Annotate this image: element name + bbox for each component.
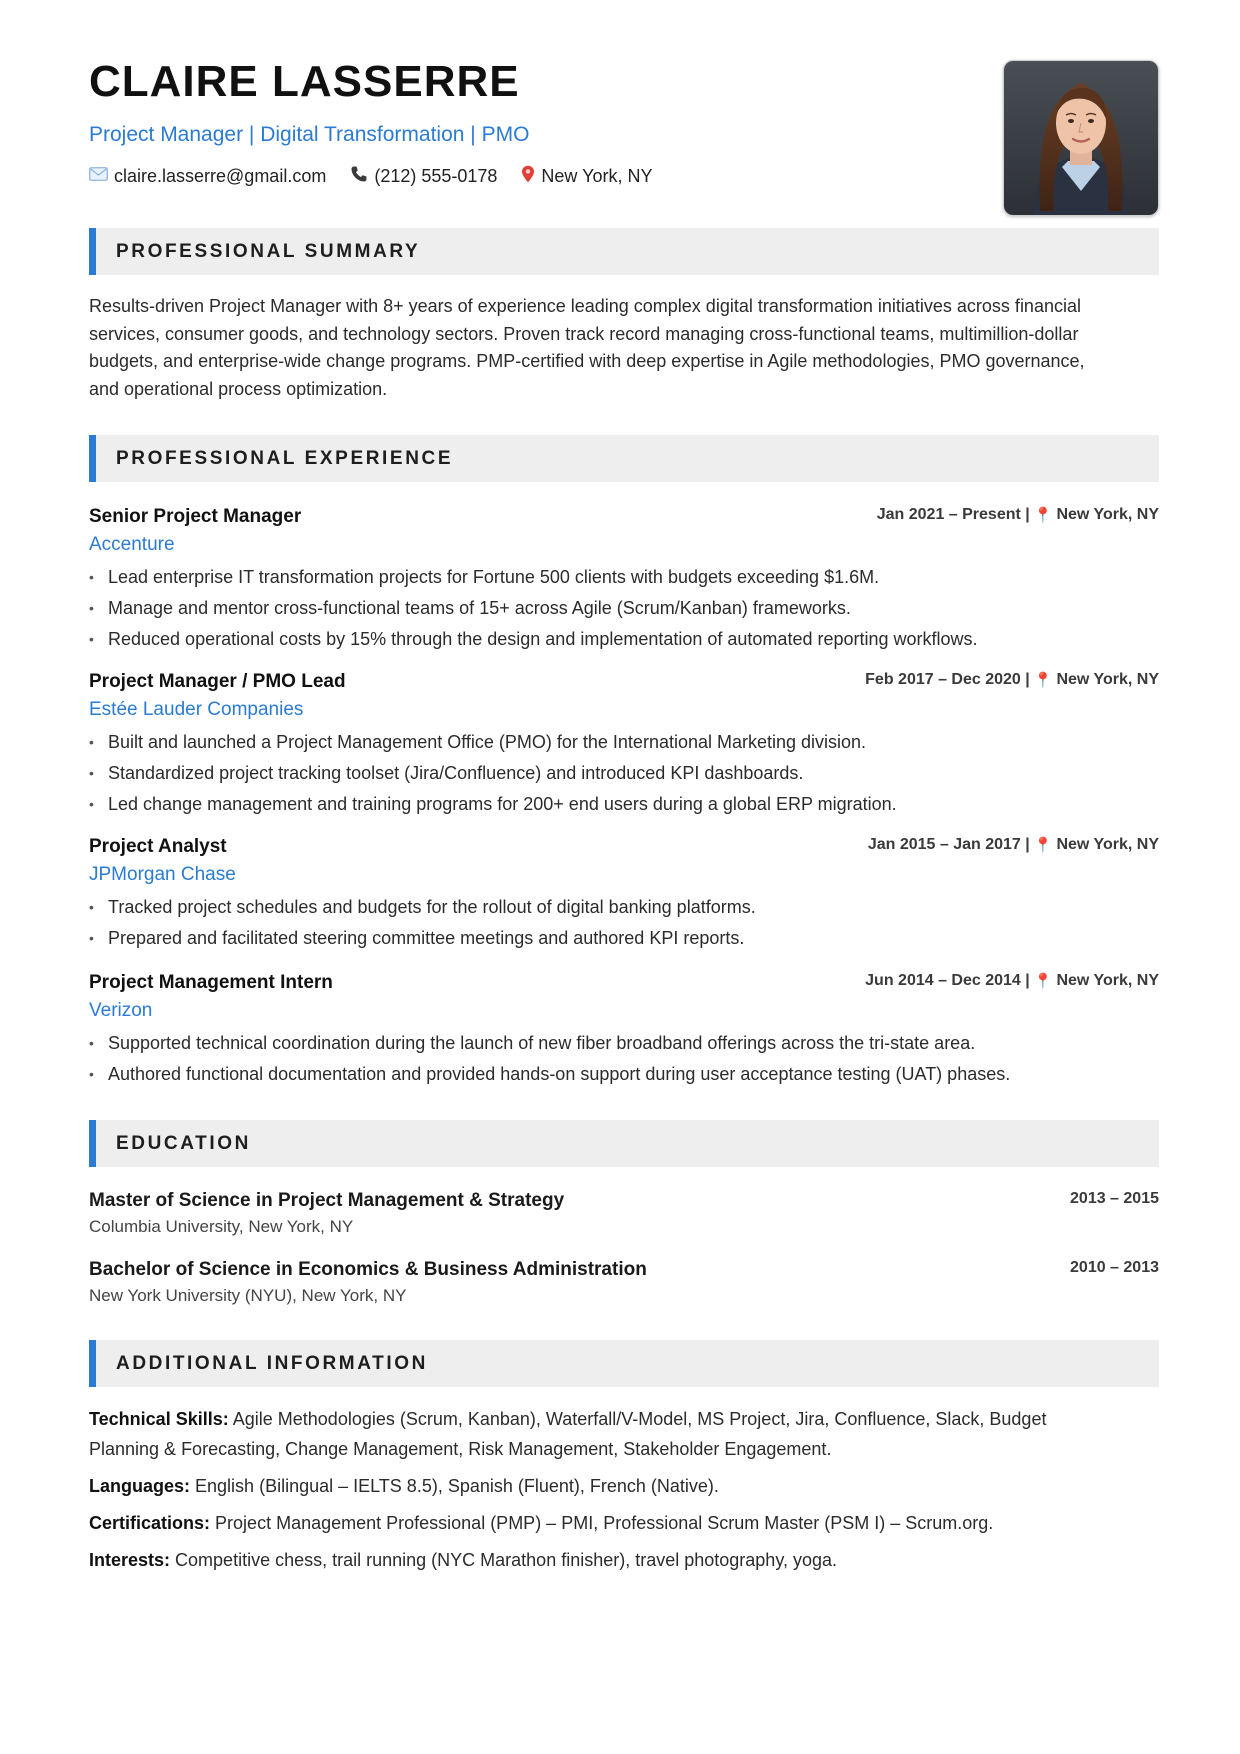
profile-photo [1003,60,1159,216]
section-heading [89,1340,1159,1387]
additional-section [89,1340,1159,1575]
job-dates: Jun 2014 – Dec 2014 | [865,972,1030,989]
job-entry [89,672,1159,820]
education-entry [89,1260,1159,1304]
list-item: • Manage and mentor cross-functional teams of 15+ across Agile (Scrum/Kanban) frameworks. [89,593,1159,624]
job-location: New York, NY [1056,671,1159,688]
list-item: • Supported technical coordination during the launch of new fiber broadband offerings across the tri-state area. [89,1028,1159,1059]
location-text: New York, NY [541,165,653,186]
job-company: Verizon [89,1000,153,1021]
section-heading [89,228,1159,275]
job-company: Accenture [89,534,175,555]
school-name: Columbia University, New York, NY [89,1217,354,1236]
job-dates: Jan 2015 – Jan 2017 | [867,836,1030,853]
job-meta [865,973,1159,989]
location-pin-icon: 📍 [1033,836,1053,854]
job-dates: Feb 2017 – Dec 2020 | [865,671,1030,688]
job-bullets [89,562,1159,655]
info-label: Interests: [89,1550,171,1570]
job-entry [89,973,1159,1090]
info-technical-skills [89,1404,1119,1464]
list-item: • Built and launched a Project Management Office (PMO) for the International Marketing division. [89,727,1159,758]
candidate-name: CLAIRE LASSERRE [89,57,520,106]
location-pin-icon: 📍 [1033,506,1053,524]
list-item: • Standardized project tracking toolset (Jira/Confluence) and introduced KPI dashboards. [89,758,1159,789]
school-name: New York University (NYU), New York, NY [89,1286,407,1305]
job-title: Project Analyst [89,836,227,857]
contact-bar [89,165,1159,186]
job-company: Estée Lauder Companies [89,699,304,720]
job-location: New York, NY [1056,506,1159,523]
email-text: claire.lasserre@gmail.com [114,165,327,186]
location-pin-icon: 📍 [1033,671,1053,689]
info-certifications [89,1508,1119,1538]
info-text: Competitive chess, trail running (NYC Marathon finisher), travel photography, yoga. [175,1550,838,1570]
info-label: Languages: [89,1476,191,1496]
mail-icon [89,167,108,184]
phone-text: (212) 555-0178 [374,165,498,186]
education-years: 2010 – 2013 [1070,1259,1159,1276]
headline: Project Manager | Digital Transformation | PMO [89,123,530,146]
info-languages [89,1471,1119,1501]
section-title: ADDITIONAL INFORMATION [116,1352,428,1374]
job-dates: Jan 2021 – Present | [876,506,1030,523]
job-company: JPMorgan Chase [89,864,236,885]
list-item: • Prepared and facilitated steering committee meetings and authored KPI reports. [89,923,1159,954]
education-section [89,1120,1159,1304]
job-title: Senior Project Manager [89,506,302,527]
list-item: • Reduced operational costs by 15% through the design and implementation of automated reporting workflows. [89,624,1159,655]
job-title: Project Manager / PMO Lead [89,671,346,692]
info-text: English (Bilingual – IELTS 8.5), Spanish (Fluent), French (Native). [195,1476,719,1496]
job-bullets [89,727,1159,820]
info-interests [89,1545,1119,1575]
phone-icon [350,165,368,186]
job-bullets [89,1028,1159,1090]
contact-location [521,165,652,186]
info-label: Technical Skills: [89,1409,229,1429]
job-meta [868,837,1159,853]
resume-header [89,57,1159,230]
info-label: Certifications: [89,1513,211,1533]
info-text: Agile Methodologies (Scrum, Kanban), Waterfall/V-Model, MS Project, Jira, Confluence, Slack, Budget Planning & Forecasting, Change Management, Risk Management, Stakeholder Engagement. [89,1409,1047,1459]
section-title: PROFESSIONAL SUMMARY [116,240,421,262]
contact-email[interactable] [89,167,326,185]
summary-text: Results-driven Project Manager with 8+ years of experience leading complex digital transformation initiatives across financial services, consumer goods, and technology sectors. Proven track record managing cross-functional teams, multimillion-dollar budgets, and enterprise-wide change programs. PMP-certified with deep expertise in Agile methodologies, PMO governance, and operational process optimization. [89,296,1085,399]
experience-section [89,435,1159,1090]
job-bullets [89,892,1159,954]
contact-phone[interactable] [350,165,497,186]
list-item: • Authored functional documentation and provided hands-on support during user acceptance testing (UAT) phases. [89,1059,1159,1090]
job-meta [877,507,1159,523]
list-item: • Lead enterprise IT transformation projects for Fortune 500 clients with budgets exceeding $1.6M. [89,562,1159,593]
section-heading [89,435,1159,482]
job-meta [865,672,1159,688]
location-pin-icon [521,165,535,186]
section-heading [89,1120,1159,1167]
resume-page [89,57,1159,1575]
degree-title: Bachelor of Science in Economics & Business Administration [89,1259,647,1280]
degree-title: Master of Science in Project Management & Strategy [89,1190,565,1211]
list-item: • Led change management and training programs for 200+ end users during a global ERP migration. [89,789,1159,820]
section-title: EDUCATION [116,1132,251,1154]
job-title: Project Management Intern [89,972,333,993]
education-years: 2013 – 2015 [1070,1190,1159,1207]
education-entry [89,1191,1159,1235]
job-location: New York, NY [1056,972,1159,989]
info-text: Project Management Professional (PMP) – PMI, Professional Scrum Master (PSM I) – Scrum.org. [215,1513,994,1533]
summary-section [89,228,1159,403]
job-entry [89,837,1159,954]
job-entry [89,507,1159,655]
list-item: • Tracked project schedules and budgets for the rollout of digital banking platforms. [89,892,1159,923]
section-title: PROFESSIONAL EXPERIENCE [116,447,454,469]
location-pin-icon: 📍 [1033,972,1053,990]
job-location: New York, NY [1056,836,1159,853]
